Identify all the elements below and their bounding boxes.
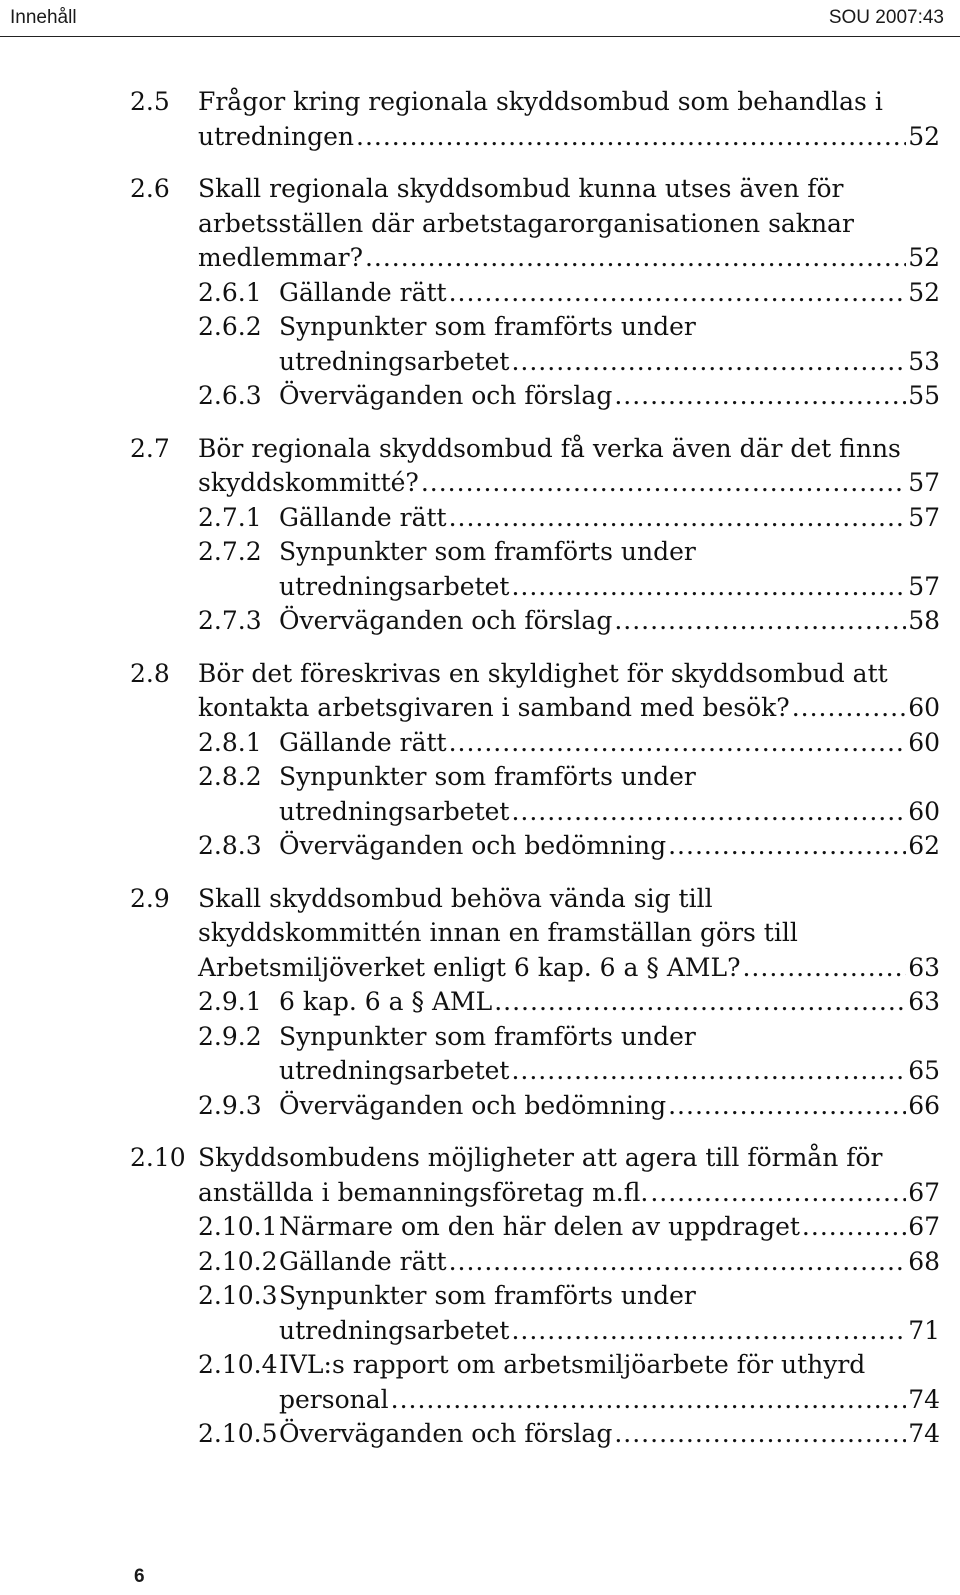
dot-leader (511, 1314, 906, 1348)
toc-entry-title: Överväganden och förslag (279, 381, 613, 410)
dot-leader (421, 466, 906, 500)
toc-entry-title-line-last (198, 120, 940, 154)
dot-leader (668, 1089, 906, 1123)
toc-entry-number: 2.9.1 (198, 987, 262, 1016)
toc-entry-title-line-last (279, 501, 940, 535)
toc-entry-title-line (198, 207, 940, 241)
toc-entry-title-line-last (279, 379, 940, 413)
toc-entry-title: utredningsarbetet (279, 1315, 510, 1345)
toc-entry-title: arbetsställen där arbetstagarorganisationen saknar (198, 208, 854, 238)
toc-entry-title-line (198, 882, 940, 916)
toc-entry-number: 2.10.2 (198, 1246, 278, 1276)
toc-entry-title: utredningsarbetet (279, 1056, 510, 1085)
toc-entry-title-line (198, 657, 940, 691)
dot-leader (511, 345, 906, 379)
toc-entry-title: Överväganden och bedömning (279, 831, 667, 860)
running-header (0, 0, 960, 37)
toc-entry-title-line (279, 1020, 940, 1054)
toc-entry-title-line-last (279, 1210, 940, 1244)
toc-entry-page: 58 (908, 606, 940, 635)
toc-entry-number: 2.8.1 (198, 727, 262, 757)
toc-entry-page: 68 (908, 1246, 940, 1276)
toc-entry-title: Bör regionala skyddsombud få verka även där det finns (198, 433, 901, 463)
toc-entry-title-line-last (279, 726, 940, 760)
dot-leader (792, 691, 907, 725)
toc-entry-number: 2.6.3 (198, 381, 262, 410)
toc-entry-title: Synpunkter som framförts under (279, 1021, 696, 1051)
toc-entry-title: Överväganden och bedömning (279, 1090, 667, 1120)
toc-entry-page: 60 (908, 693, 940, 722)
dot-leader (391, 1383, 907, 1417)
toc-entry-title-line (198, 1141, 940, 1175)
toc-entry-number: 2.6.1 (198, 277, 262, 307)
toc-entry-number: 2.10 (130, 1143, 186, 1172)
toc-entry-title-line (279, 760, 940, 794)
dot-leader (668, 829, 906, 863)
toc-entry-title: Arbetsmiljöverket enligt 6 kap. 6 a § AML? (198, 952, 741, 982)
dot-leader (449, 501, 907, 535)
toc-entry-title: Gällande rätt (279, 277, 447, 307)
toc-entry-title-line (198, 85, 940, 119)
toc-entry-page: 52 (908, 243, 940, 272)
toc-entry-title: Överväganden och förslag (279, 1419, 613, 1448)
toc-entry-page: 60 (908, 727, 940, 757)
toc-entry-page: 71 (908, 1315, 940, 1345)
toc-entry-page: 67 (908, 1212, 940, 1241)
toc-entry-title: Synpunkter som framförts under (279, 537, 696, 566)
toc-entry-number: 2.10.4 (198, 1350, 278, 1379)
toc-entry-title: Överväganden och förslag (279, 606, 613, 635)
toc-entry-page: 57 (908, 571, 940, 601)
toc-entry-title-line-last (279, 570, 940, 604)
toc-entry-number: 2.7.3 (198, 606, 262, 635)
toc-entry-title-line-last (279, 1417, 940, 1451)
header-document-id: SOU 2007:43 (828, 7, 944, 28)
toc-entry-title: IVL:s rapport om arbetsmiljöarbete för uthyrd (279, 1350, 866, 1379)
header-rule (0, 36, 960, 37)
toc-entry-title: Skyddsombudens möjligheter att agera till förmån för (198, 1143, 883, 1172)
toc-entry-title-line-last (198, 241, 940, 275)
toc-entry-page: 63 (908, 987, 940, 1016)
dot-leader (511, 570, 906, 604)
toc-entry-number: 2.6.2 (198, 312, 262, 341)
toc-entry-title: Synpunkter som framförts under (279, 312, 696, 341)
toc-entry-title: utredningsarbetet (279, 346, 510, 376)
toc-entry-title: Skall regionala skyddsombud kunna utses även för (198, 174, 844, 203)
toc-entry-title: skyddskommittén innan en framställan görs till (198, 918, 798, 947)
toc-entry-number: 2.7.1 (198, 502, 262, 532)
toc-entry-title-line-last (279, 604, 940, 638)
toc-entry-title: skyddskommitté? (198, 468, 419, 497)
toc-entry-title: Skall skyddsombud behöva vända sig till (198, 883, 713, 913)
toc-entry-title: personal (279, 1384, 389, 1414)
dot-leader (365, 241, 906, 275)
toc-entry-title: medlemmar? (198, 243, 363, 272)
toc-entry-page: 52 (908, 121, 940, 151)
toc-entry-page: 67 (908, 1177, 940, 1207)
toc-entry-page: 74 (908, 1419, 940, 1448)
toc-entry-title: kontakta arbetsgivaren i samband med besök? (198, 693, 790, 722)
toc-entry-title: Synpunkter som framförts under (279, 762, 696, 791)
toc-entry-number: 2.8 (130, 658, 170, 688)
dot-leader (449, 276, 907, 310)
toc-entry-title-line-last (279, 345, 940, 379)
dot-leader (650, 1176, 906, 1210)
toc-entry-title-line-last (198, 466, 940, 500)
toc-entry-page: 53 (908, 346, 940, 376)
dot-leader (356, 120, 906, 154)
toc-entry-title: Bör det föreskrivas en skyldighet för skyddsombud att (198, 658, 888, 688)
toc-entry-page: 52 (908, 277, 940, 307)
dot-leader (614, 604, 906, 638)
toc-entry-title: Gällande rätt (279, 727, 447, 757)
toc-entry-title: anställda i bemanningsföretag m.fl. (198, 1177, 649, 1207)
toc-entry-title-line (198, 916, 940, 950)
toc-entry-title-line (279, 535, 940, 569)
toc-entry-number: 2.9 (130, 883, 170, 913)
toc-entry-title-line-last (198, 1176, 940, 1210)
toc-entry-number: 2.10.3 (198, 1281, 278, 1310)
toc-entry-title-line-last (279, 829, 940, 863)
toc-entry-title-line-last (279, 1383, 940, 1417)
toc-entry-page: 66 (908, 1090, 940, 1120)
dot-leader (511, 1054, 906, 1088)
toc-entry-title: utredningen (198, 121, 354, 151)
dot-leader (614, 379, 906, 413)
toc-entry-title: utredningsarbetet (279, 796, 510, 826)
toc-entry-number: 2.5 (130, 87, 170, 116)
dot-leader (614, 1417, 906, 1451)
toc-entry-title: utredningsarbetet (279, 571, 510, 601)
toc-entry-page: 63 (908, 952, 940, 982)
dot-leader (449, 726, 907, 760)
page-number: 6 (134, 1566, 145, 1587)
toc-entry-title: Gällande rätt (279, 502, 447, 532)
toc-entry-title-line (198, 432, 940, 466)
dot-leader (802, 1210, 906, 1244)
toc-entry-title-line (279, 310, 940, 344)
toc-entry-page: 74 (908, 1384, 940, 1414)
toc-entry-number: 2.9.2 (198, 1021, 262, 1051)
toc-entry-page: 65 (908, 1056, 940, 1085)
dot-leader (494, 985, 906, 1019)
toc-entry-title-line-last (279, 985, 940, 1019)
toc-entry-title-line (279, 1279, 940, 1313)
toc-entry-title-line-last (279, 1314, 940, 1348)
toc-entry-page: 60 (908, 796, 940, 826)
toc-entry-number: 2.9.3 (198, 1090, 262, 1120)
dot-leader (511, 795, 906, 829)
toc-entry-title-line-last (279, 795, 940, 829)
dot-leader (742, 951, 906, 985)
toc-entry-number: 2.6 (130, 174, 170, 203)
toc-entry-title-line-last (279, 1089, 940, 1123)
toc-entry-title-line-last (198, 951, 940, 985)
toc-entry-title: 6 kap. 6 a § AML (279, 987, 493, 1016)
toc-entry-page: 62 (908, 831, 940, 860)
toc-entry-title-line-last (198, 691, 940, 725)
toc-entry-number: 2.8.2 (198, 762, 262, 791)
toc-entry-page: 55 (908, 381, 940, 410)
toc-entry-number: 2.7 (130, 433, 170, 463)
toc-entry-title-line (198, 172, 940, 206)
toc-entry-title: Gällande rätt (279, 1246, 447, 1276)
toc-entry-title: Frågor kring regionala skyddsombud som behandlas i (198, 87, 883, 116)
toc-entry-page: 57 (908, 502, 940, 532)
toc-entry-title-line-last (279, 1245, 940, 1279)
toc-entry-number: 2.10.1 (198, 1212, 278, 1241)
toc-entry-title: Synpunkter som framförts under (279, 1281, 696, 1310)
dot-leader (449, 1245, 907, 1279)
toc-entry-title-line-last (279, 1054, 940, 1088)
toc-entry-title-line-last (279, 276, 940, 310)
toc-entry-number: 2.7.2 (198, 537, 262, 566)
toc-entry-number: 2.8.3 (198, 831, 262, 860)
toc-entry-title: Närmare om den här delen av uppdraget (279, 1212, 800, 1241)
header-section-title: Innehåll (10, 7, 77, 28)
toc-entry-page: 57 (908, 468, 940, 497)
toc-entry-number: 2.10.5 (198, 1419, 278, 1448)
toc-entry-title-line (279, 1348, 940, 1382)
